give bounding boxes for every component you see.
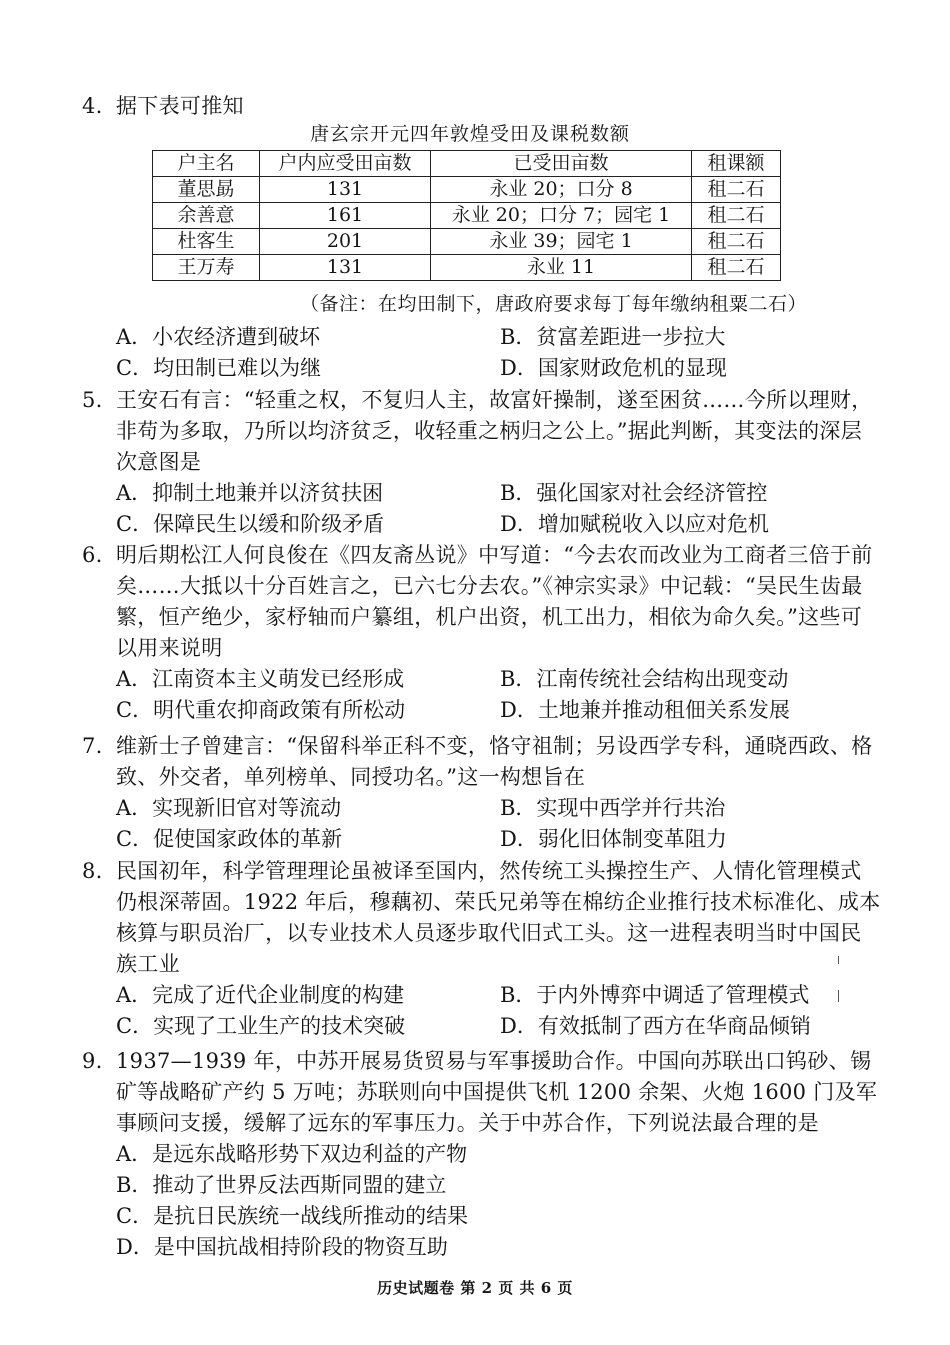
options — [116, 1139, 882, 1263]
question-number: 7. — [82, 734, 103, 758]
table-cell: 161 — [260, 203, 431, 229]
options — [116, 322, 882, 384]
question-number: 9. — [82, 1049, 103, 1073]
question-stem: 8. 民国初年，科学管理理论虽被译至国内，然传统工头操控生产、人情化管理模式仍根深蒂固。1922 年后，穆藕初、荣氏兄弟等在棉纺企业推行技术标准化、成本核算与职员治厂，以专业技术人员逐步取代旧式工头。这一进程表明当时中国民族工业 — [82, 856, 882, 980]
option-c[interactable]: C．促使国家政体的革新 — [116, 827, 343, 851]
table-header: 租课额 — [692, 151, 781, 177]
table-row — [153, 203, 781, 229]
option-a[interactable]: A．小农经济遭到破坏 — [116, 325, 321, 349]
table-header: 已受田亩数 — [431, 151, 692, 177]
table-row — [153, 177, 781, 203]
options — [116, 793, 882, 855]
table-header: 户内应受田亩数 — [260, 151, 431, 177]
table-header-row — [153, 151, 781, 177]
table-cell: 王万寿 — [153, 255, 260, 281]
land-tax-table — [152, 150, 781, 281]
table-cell: 131 — [260, 255, 431, 281]
option-a[interactable]: A．是远东战略形势下双边利益的产物 — [116, 1142, 468, 1166]
option-d[interactable]: D．土地兼并推动租佃关系发展 — [500, 698, 790, 722]
option-c[interactable]: C．均田制已难以为继 — [116, 356, 322, 380]
question-number: 6. — [82, 543, 103, 567]
option-b[interactable]: B．贫富差距进一步拉大 — [500, 325, 726, 349]
option-c[interactable]: C．实现了工业生产的技术突破 — [116, 1014, 406, 1038]
table-cell: 201 — [260, 229, 431, 255]
question-4-options — [82, 322, 882, 384]
table-cell: 租二石 — [692, 229, 781, 255]
table-cell: 董思勗 — [153, 177, 260, 203]
question-7 — [82, 731, 882, 855]
page-footer: 历史试题卷 第 2 页 共 6 页 — [377, 1279, 573, 1297]
option-c[interactable]: C．是抗日民族统一战线所推动的结果 — [116, 1204, 469, 1228]
question-6 — [82, 540, 882, 726]
question-stem: 6. 明后期松江人何良俊在《四友斋丛说》中写道：“今去农而改业为工商者三倍于前矣……大抵以十分百姓言之，已六七分去农。”《神宗实录》中记载：“吴民生齿最繁，恒产绝少，家杼轴而户纂组，机户出资，机工出力，相依为命久矣。”这些可以用来说明 — [82, 540, 882, 664]
scan-mark — [838, 990, 839, 1002]
table-cell: 租二石 — [692, 203, 781, 229]
table-title: 唐玄宗开元四年敦煌受田及课税数额 — [309, 123, 630, 145]
option-b[interactable]: B．江南传统社会结构出现变动 — [500, 667, 789, 691]
option-b[interactable]: B．推动了世界反法西斯同盟的建立 — [116, 1173, 447, 1197]
question-number: 4. — [82, 94, 103, 118]
options — [116, 980, 882, 1042]
option-b[interactable]: B．实现中西学并行共治 — [500, 796, 726, 820]
option-d[interactable]: D．增加赋税收入以应对危机 — [500, 512, 769, 536]
question-stem: 7. 维新士子曾建言：“保留科举正科不变，恪守祖制；另设西学专科，通晓西政、格致、外交者，单列榜单、同授功名。”这一构想旨在 — [82, 731, 882, 793]
table-row — [153, 255, 781, 281]
option-d[interactable]: D．国家财政危机的显现 — [500, 356, 727, 380]
option-a[interactable]: A．实现新旧官对等流动 — [116, 796, 342, 820]
option-c[interactable]: C．明代重农抑商政策有所松动 — [116, 698, 406, 722]
table-cell: 租二石 — [692, 255, 781, 281]
table-cell: 永业 20；口分 7；园宅 1 — [431, 203, 692, 229]
question-stem: 4. 据下表可推知 — [82, 91, 882, 122]
option-a[interactable]: A．抑制土地兼并以济贫扶困 — [116, 481, 384, 505]
question-stem: 5. 王安石有言：“轻重之权，不复归人主，故富奸操制，遂至困贫……今所以理财，非苟为多取，乃所以均济贫乏，收轻重之柄归之公上。”据此判断，其变法的深层次意图是 — [82, 385, 882, 478]
question-8 — [82, 856, 882, 1042]
option-b[interactable]: B．强化国家对社会经济管控 — [500, 481, 768, 505]
option-c[interactable]: C．保障民生以缓和阶级矛盾 — [116, 512, 385, 536]
question-5 — [82, 385, 882, 540]
table-cell: 杜客生 — [153, 229, 260, 255]
option-d[interactable]: D．是中国抗战相持阶段的物资互助 — [116, 1235, 448, 1259]
option-a[interactable]: A．完成了近代企业制度的构建 — [116, 983, 405, 1007]
table-row — [153, 229, 781, 255]
table-cell: 永业 39；园宅 1 — [431, 229, 692, 255]
question-number: 8. — [82, 859, 103, 883]
question-9 — [82, 1046, 882, 1263]
option-b[interactable]: B．于内外博弈中调适了管理模式 — [500, 983, 810, 1007]
options — [116, 664, 882, 726]
option-a[interactable]: A．江南资本主义萌发已经形成 — [116, 667, 405, 691]
scan-mark — [838, 956, 839, 964]
table-cell: 余善意 — [153, 203, 260, 229]
option-d[interactable]: D．弱化旧体制变革阻力 — [500, 827, 727, 851]
option-d[interactable]: D．有效抵制了西方在华商品倾销 — [500, 1014, 811, 1038]
options — [116, 478, 882, 540]
table-cell: 租二石 — [692, 177, 781, 203]
table-header: 户主名 — [153, 151, 260, 177]
question-number: 5. — [82, 388, 103, 412]
question-stem: 9. 1937—1939 年，中苏开展易货贸易与军事援助合作。中国向苏联出口钨砂、锡矿等战略矿产约 5 万吨；苏联则向中国提供飞机 1200 余架、火炮 1600 门及军事顾问支援，缓解了远东的军事压力。关于中苏合作，下列说法最合理的是 — [82, 1046, 882, 1139]
table-cell: 131 — [260, 177, 431, 203]
table-cell: 永业 11 — [431, 255, 692, 281]
table-note: （备注：在均田制下，唐政府要求每丁每年缴纳租粟二石） — [300, 293, 808, 315]
question-4 — [82, 91, 882, 122]
table-cell: 永业 20；口分 8 — [431, 177, 692, 203]
